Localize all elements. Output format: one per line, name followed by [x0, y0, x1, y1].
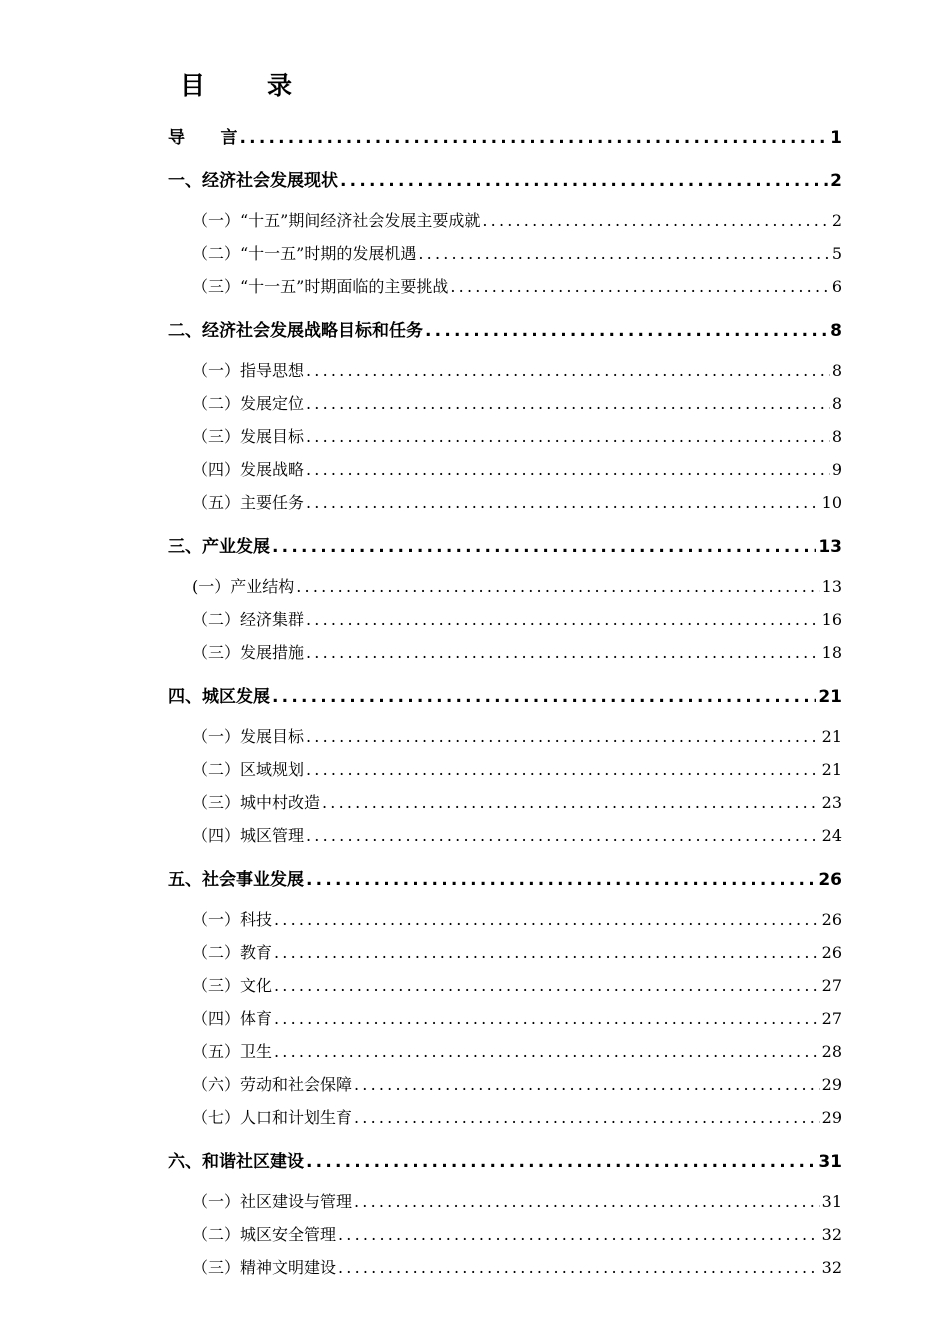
- toc-page-number: 2: [831, 211, 842, 230]
- toc-page-number: 6: [831, 277, 842, 296]
- toc-dot-leader: [306, 394, 830, 413]
- toc-page-number: 1: [830, 128, 842, 148]
- toc-dot-leader: [274, 976, 820, 995]
- toc-dot-leader: [306, 610, 820, 629]
- toc-dot-leader: [306, 361, 830, 380]
- title-char-1: 目: [180, 71, 206, 100]
- toc-page-number: 9: [831, 460, 842, 479]
- toc-entry-label: （五）主要任务: [192, 493, 305, 512]
- toc-section-entry[interactable]: [192, 1039, 842, 1062]
- toc-dot-leader: [338, 1258, 820, 1277]
- toc-entry-label: （三）“十一五”时期面临的主要挑战: [192, 277, 449, 296]
- title-char-2: 录: [267, 71, 293, 100]
- toc-page-number: 26: [821, 943, 842, 962]
- toc-entry-label: 二、经济社会发展战略目标和任务: [168, 321, 423, 341]
- toc-chapter-entry[interactable]: [168, 1147, 842, 1172]
- toc-entry-label: （二）“十一五”时期的发展机遇: [192, 244, 417, 263]
- toc-dot-leader: [354, 1108, 820, 1127]
- toc-page-number: 31: [821, 1192, 842, 1211]
- toc-entry-label: （三）发展目标: [192, 427, 305, 446]
- toc-page-number: 13: [818, 537, 842, 557]
- page-title: [180, 66, 292, 102]
- toc-entry-label: （一）发展目标: [192, 727, 305, 746]
- toc-dot-leader: [272, 687, 816, 707]
- toc-section-entry[interactable]: [192, 391, 842, 414]
- toc-section-entry[interactable]: [192, 1222, 842, 1245]
- toc-entry-label: （六）劳动和社会保障: [192, 1075, 353, 1094]
- toc-page-number: 29: [821, 1108, 842, 1127]
- toc-section-entry[interactable]: [192, 490, 842, 513]
- toc-page-number: 2: [830, 171, 842, 191]
- toc-page-number: 5: [831, 244, 842, 263]
- toc-dot-leader: [306, 427, 830, 446]
- toc-page-number: 32: [821, 1225, 842, 1244]
- toc-page-number: 21: [821, 760, 842, 779]
- toc-dot-leader: [306, 870, 816, 890]
- toc-entry-label: （三）发展措施: [192, 643, 305, 662]
- toc-entry-label: 六、和谐社区建设: [168, 1152, 304, 1172]
- toc-section-entry[interactable]: [192, 940, 842, 963]
- toc-page-number: 21: [821, 727, 842, 746]
- toc-entry-label: （一）科技: [192, 910, 273, 929]
- toc-section-entry[interactable]: [192, 1105, 842, 1128]
- toc-page-number: 18: [821, 643, 842, 662]
- toc-section-entry[interactable]: [192, 973, 842, 996]
- toc-page-number: 23: [821, 793, 842, 812]
- toc-dot-leader: [274, 910, 820, 929]
- toc-dot-leader: [306, 643, 820, 662]
- toc-page-number: 31: [818, 1152, 842, 1172]
- toc-entry-label: （七）人口和计划生育: [192, 1108, 353, 1127]
- toc-entry-label: 五、社会事业发展: [168, 870, 304, 890]
- toc-chapter-entry[interactable]: [168, 166, 842, 191]
- toc-chapter-entry[interactable]: [168, 532, 842, 557]
- toc-dot-leader: [354, 1075, 820, 1094]
- toc-dot-leader: [425, 321, 828, 341]
- toc-entry-label: （三）精神文明建设: [192, 1258, 337, 1277]
- toc-dot-leader: [354, 1192, 820, 1211]
- toc-entry-label: （一）指导思想: [192, 361, 305, 380]
- toc-entry-label: 一、经济社会发展现状: [168, 171, 338, 191]
- toc-section-entry[interactable]: [192, 1189, 842, 1212]
- toc-dot-leader: [482, 211, 829, 230]
- toc-section-entry[interactable]: [192, 907, 842, 930]
- toc-section-entry[interactable]: [192, 424, 842, 447]
- toc-entry-label: （二）教育: [192, 943, 273, 962]
- toc-dot-leader: [296, 577, 819, 596]
- toc-dot-leader: [322, 793, 820, 812]
- toc-page-number: 27: [821, 976, 842, 995]
- toc-dot-leader: [274, 1009, 820, 1028]
- toc-entry-label: （五）卫生: [192, 1042, 273, 1061]
- toc-chapter-entry[interactable]: [168, 682, 842, 707]
- toc-section-entry[interactable]: [192, 241, 842, 264]
- toc-entry-label: （二）发展定位: [192, 394, 305, 413]
- toc-page-number: 21: [818, 687, 842, 707]
- toc-section-entry[interactable]: [192, 1006, 842, 1029]
- toc-entry-label: （一）社区建设与管理: [192, 1192, 353, 1211]
- toc-entry-label: 三、产业发展: [168, 537, 270, 557]
- toc-section-entry[interactable]: [192, 574, 842, 597]
- toc-dot-leader: [274, 943, 820, 962]
- toc-section-entry[interactable]: [192, 790, 842, 813]
- toc-entry-label: （一）“十五”期间经济社会发展主要成就: [192, 211, 481, 230]
- toc-entry-label: （三）城中村改造: [192, 793, 321, 812]
- toc-chapter-entry[interactable]: [168, 316, 842, 341]
- toc-entry-label: （三）文化: [192, 976, 273, 995]
- toc-page-number: 28: [821, 1042, 842, 1061]
- toc-chapter-entry[interactable]: [168, 865, 842, 890]
- toc-section-entry[interactable]: [192, 208, 842, 231]
- toc-entry-label: （四）城区管理: [192, 826, 305, 845]
- toc-section-entry[interactable]: [192, 607, 842, 630]
- toc-section-entry[interactable]: [192, 1255, 842, 1278]
- toc-section-entry[interactable]: [192, 640, 842, 663]
- toc-page-number: 29: [821, 1075, 842, 1094]
- toc-entry-label: （四）体育: [192, 1009, 273, 1028]
- toc-dot-leader: [274, 1042, 820, 1061]
- toc-dot-leader: [240, 128, 829, 148]
- toc-page-number: 13: [821, 577, 842, 596]
- toc-dot-leader: [306, 493, 820, 512]
- toc-dot-leader: [272, 537, 816, 557]
- toc-entry-label: （二）区域规划: [192, 760, 305, 779]
- toc-dot-leader: [306, 760, 820, 779]
- toc-page-number: 32: [821, 1258, 842, 1277]
- toc-page-number: 8: [831, 361, 842, 380]
- toc-entry-label: （四）发展战略: [192, 460, 305, 479]
- toc-page-number: 24: [821, 826, 842, 845]
- toc-section-entry[interactable]: [192, 358, 842, 381]
- toc-page-number: 10: [821, 493, 842, 512]
- toc-dot-leader: [338, 1225, 820, 1244]
- toc-section-entry[interactable]: [192, 457, 842, 480]
- toc-dot-leader: [306, 826, 820, 845]
- toc-dot-leader: [450, 277, 829, 296]
- toc-page-number: 27: [821, 1009, 842, 1028]
- toc-page-number: 8: [831, 427, 842, 446]
- toc-page-number: 8: [830, 321, 842, 341]
- toc-page-number: 26: [821, 910, 842, 929]
- toc-section-entry[interactable]: [192, 274, 842, 297]
- toc-page-number: 8: [831, 394, 842, 413]
- toc-entry-label: （二）经济集群: [192, 610, 305, 629]
- toc-entry-label: 四、城区发展: [168, 687, 270, 707]
- toc-section-entry[interactable]: [192, 724, 842, 747]
- toc-page-number: 26: [818, 870, 842, 890]
- toc-dot-leader: [306, 460, 830, 479]
- toc-section-entry[interactable]: [192, 757, 842, 780]
- toc-chapter-entry[interactable]: [168, 123, 842, 148]
- toc-section-entry[interactable]: [192, 823, 842, 846]
- toc-dot-leader: [306, 727, 820, 746]
- toc-entry-label: (一）产业结构: [192, 577, 295, 596]
- toc-dot-leader: [340, 171, 828, 191]
- toc-entry-label: （二）城区安全管理: [192, 1225, 337, 1244]
- toc-page-number: 16: [821, 610, 842, 629]
- toc-dot-leader: [418, 244, 829, 263]
- toc-entry-label: 导 言: [168, 128, 238, 148]
- toc-section-entry[interactable]: [192, 1072, 842, 1095]
- toc-dot-leader: [306, 1152, 816, 1172]
